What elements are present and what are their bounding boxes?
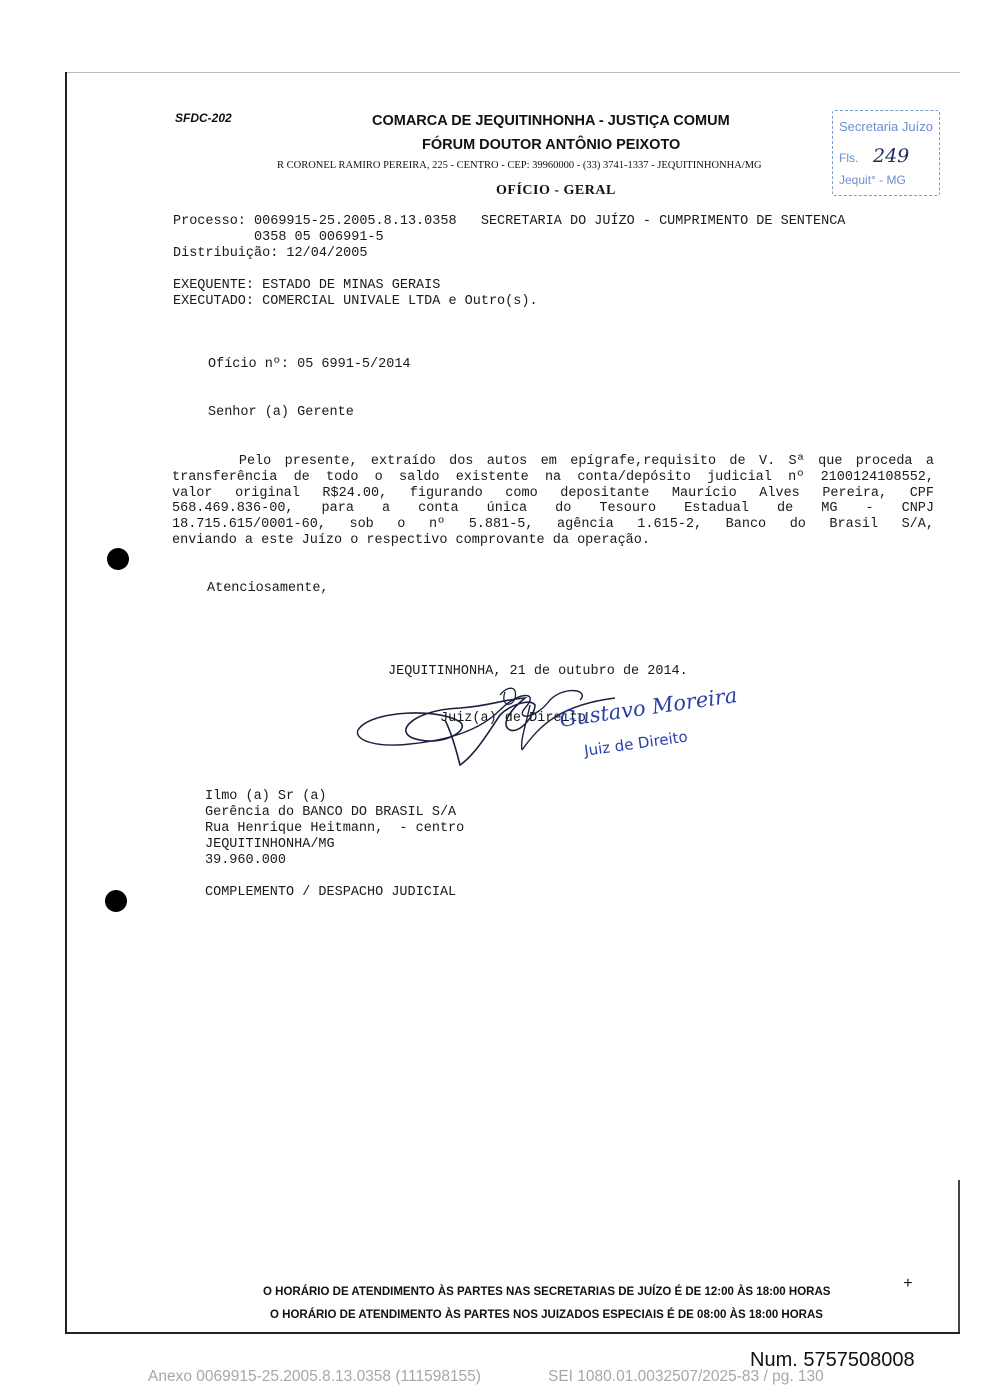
signature-stamp-title: Juiz de Direito — [583, 727, 689, 760]
punch-hole — [105, 890, 127, 912]
forum-name: FÓRUM DOUTOR ANTÔNIO PEIXOTO — [422, 137, 681, 153]
handwritten-mark: + — [903, 1275, 913, 1292]
request-paragraph — [172, 454, 934, 549]
paragraph-line: valor original R$24.00, figurando como depositante Maurício Alves Pereira, CPF — [172, 485, 934, 501]
court-address: R CORONEL RAMIRO PEREIRA, 225 - CENTRO - CEP: 39960000 - (33) 3741-1337 - JEQUITINHONHA/MG — [277, 160, 762, 171]
signature-stamp-name: Gustavo Moreira — [558, 683, 739, 732]
stamp-location: Jequit° - MG — [839, 173, 906, 187]
page-border-right — [958, 1180, 960, 1332]
paragraph-line: 18.715.615/0001-60, sob o nº 5.881-5, agência 1.615-2, Banco do Brasil S/A, — [172, 517, 934, 533]
recipient-line: Rua Henrique Heitmann, - centro — [205, 821, 465, 836]
distribuicao: Distribuição: 12/04/2005 — [173, 246, 368, 261]
processo-sub: 0358 05 006991-5 — [173, 230, 384, 245]
page-number-stamp — [832, 110, 940, 196]
oficio-number: Ofício nº: 05 6991-5/2014 — [208, 357, 411, 372]
punch-hole — [107, 548, 129, 570]
paragraph-line: transferência de todo o saldo existente na conta/depósito judicial nº 2100124108552, — [172, 469, 934, 485]
document-title: OFÍCIO - GERAL — [496, 183, 616, 198]
recipient-line: JEQUITINHONHA/MG — [205, 837, 335, 852]
page-border-bottom — [65, 1332, 960, 1334]
paragraph-line: Pelo presente, extraído dos autos em epígrafe,requisito de V. Sª que proceda a — [172, 454, 934, 469]
exequente: EXEQUENTE: ESTADO DE MINAS GERAIS — [173, 278, 441, 293]
annex-reference: Anexo 0069915-25.2005.8.13.0358 (111598155) — [148, 1368, 481, 1385]
page-border-top — [65, 72, 960, 73]
closing: Atenciosamente, — [207, 581, 329, 596]
complemento-label: COMPLEMENTO / DESPACHO JUDICIAL — [205, 885, 457, 900]
signer-role: Juiz(a) de Direito — [440, 711, 586, 726]
footer-hours-secretarias: O HORÁRIO DE ATENDIMENTO ÀS PARTES NAS SECRETARIAS DE JUÍZO É DE 12:00 ÀS 18:00 HORAS — [263, 1286, 831, 1298]
processo-line: Processo: 0069915-25.2005.8.13.0358 SECRETARIA DO JUÍZO - CUMPRIMENTO DE SENTENCA — [173, 214, 846, 229]
page-border-left — [65, 72, 67, 1334]
stamp-fls-number: 249 — [873, 145, 910, 167]
recipient-line: Ilmo (a) Sr (a) — [205, 789, 327, 804]
paragraph-line: 568.469.836-00, para a conta única do Tesouro Estadual de MG - CNPJ — [172, 501, 934, 517]
footer-hours-juizados: O HORÁRIO DE ATENDIMENTO ÀS PARTES NOS JUIZADOS ESPECIAIS É DE 08:00 ÀS 18:00 HORAS — [270, 1309, 823, 1321]
recipient-line: 39.960.000 — [205, 853, 287, 868]
court-name: COMARCA DE JEQUITINHONHA - JUSTIÇA COMUM — [372, 113, 730, 129]
form-code: SFDC-202 — [175, 111, 232, 125]
recipient-line: Gerência do BANCO DO BRASIL S/A — [205, 805, 457, 820]
stamp-fls-label: Fls. — [839, 151, 859, 165]
executado: EXECUTADO: COMERCIAL UNIVALE LTDA e Outro(s). — [173, 294, 538, 309]
place-date: JEQUITINHONHA, 21 de outubro de 2014. — [388, 664, 688, 679]
sei-reference: SEI 1080.01.0032507/2025-83 / pg. 130 — [548, 1368, 824, 1385]
document-number: Num. 5757508008 — [750, 1349, 915, 1371]
stamp-secretaria: Secretaria Juízo — [839, 119, 933, 134]
paragraph-line: enviando a este Juízo o respectivo comprovante da operação. — [172, 532, 650, 548]
salutation: Senhor (a) Gerente — [208, 405, 354, 420]
